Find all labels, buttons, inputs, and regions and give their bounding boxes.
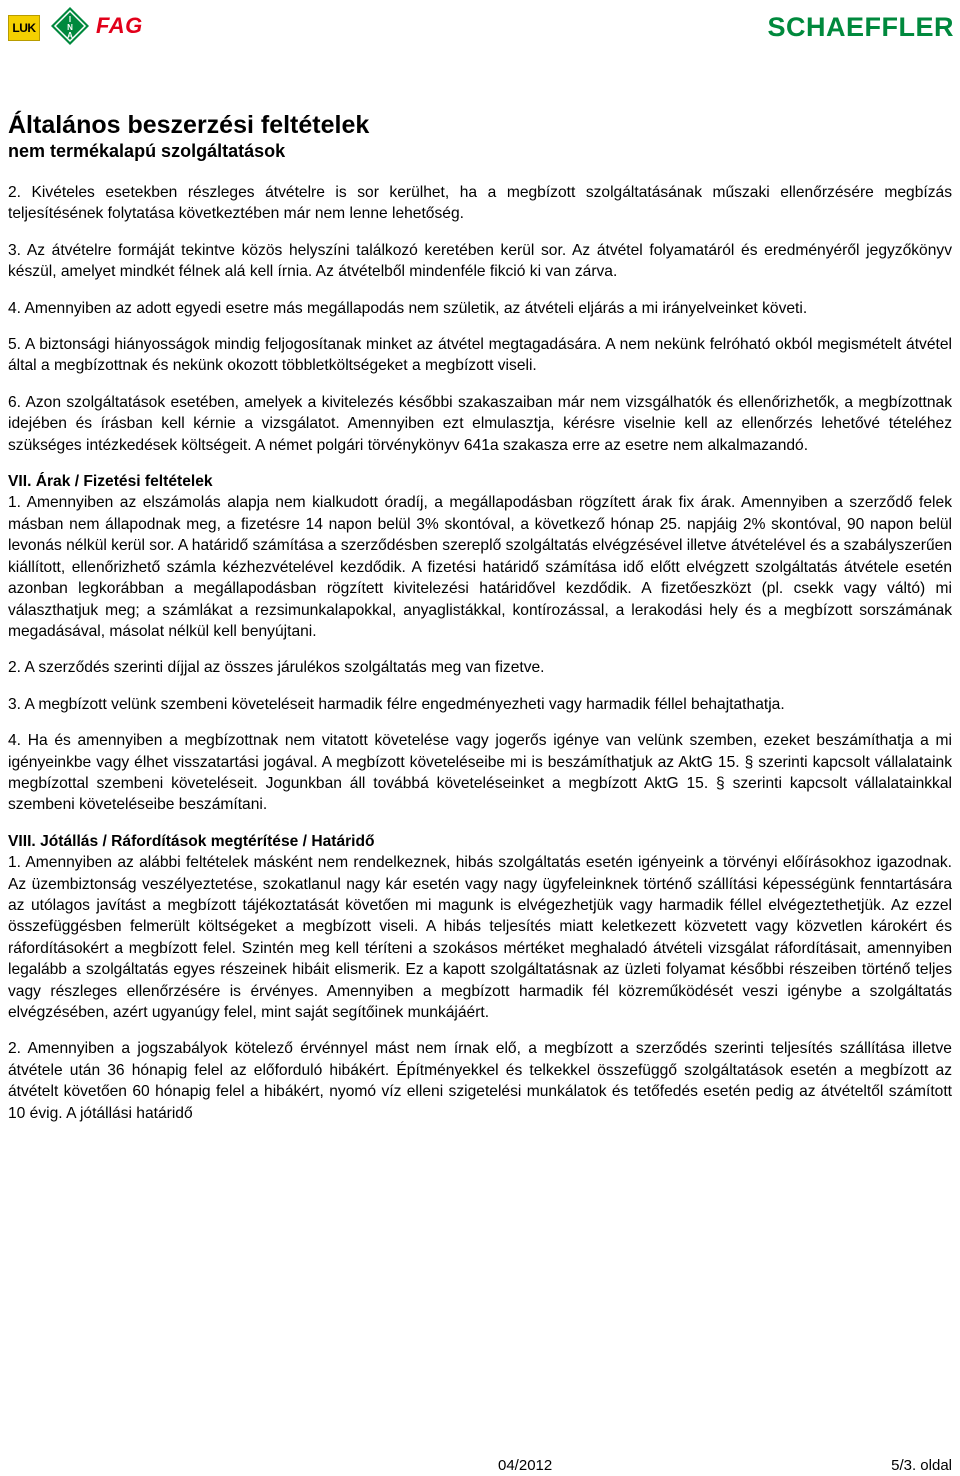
fag-logo: FAG (96, 13, 143, 38)
page-title: Általános beszerzési feltételek (8, 111, 370, 139)
paragraph-4: 4. Amennyiben az adott egyedi esetre más megállapodás nem születik, az átvételi eljárás a mi irányelveinket követi. (8, 299, 808, 317)
page-subtitle: nem termékalapú szolgáltatások (8, 141, 286, 161)
paragraph-2: 2. Kivételes esetekben részleges átvételre is sor kerülhet, ha a megbízott szolgáltatásának műszaki ellenőrzésére megbízás teljesítésének folytatása következtében már nem lenne lehetőség. (8, 184, 952, 223)
paragraph-3: 3. Az átvételre formáját tekintve közös helyszíni találkozó keretében kerül sor. Az átvétel folyamatáról és eredményéről jegyzőkönyv készül, amelyet mindkét félnek alá kell írnia. Az átvételből mindenféle fikció ki van zárva. (8, 241, 952, 281)
section-vii-paragraph-2: 2. A szerződés szerinti díjjal az összes járulékos szolgáltatás meg van fizetve. (8, 659, 545, 677)
svg-text:I: I (68, 15, 72, 24)
svg-text:A: A (67, 31, 73, 40)
luk-logo: LUK (8, 15, 40, 41)
footer-date: 04/2012 (498, 1457, 553, 1474)
paragraph-5: 5. A biztonsági hiányosságok mindig feljogosítanak minket az átvétel megtagadására. A nem nekünk felróható okból megismételt átvétel által a megbízottnak és nekünk okozott többletköltségeket a megbízott viseli. (8, 336, 952, 375)
section-vii-paragraph-1: 1. Amennyiben az elszámolás alapja nem kialkudott óradíj, a megállapodásban rögzített árak fix árak. Amennyiben a szerződő felek másban nem állapodnak meg, a fizetésre 14 napon belül 3% skontóval, a következő hónap 25. napjáig 2% skontóval, 90 napon belül levonás nélkül kerül sor. A határidő számítása a szerződésben szereplő szolgáltatás elvégzésével illetve átvételével és a szabályszerűen kiállított, ellenőrizhető számla kézhezvételével kezdődik. A fizetési határidő számítása idő előtt elvégzett szolgáltatás átvétele esetén azonban legkorábban a megállapodásban rögzített kivitelezési határidővel kezdődik. A fizetőeszközt (pl. csekk vagy váltó) mi választhatjuk meg; a számlákat a rezsimunkalapokkal, anyaglistákkal, kontírozással, a lerakodási hely és a megbízott sorszámának megadásával, másolat nélkül kell benyújtani. (8, 494, 952, 640)
svg-text:N: N (67, 23, 73, 32)
section-viii-paragraph-2: 2. Amennyiben a jogszabályok kötelező érvénnyel mást nem írnak elő, a megbízott a szerződés szerinti teljesítés szállítása illetve átvétele után 36 hónapig felel az előforduló hibákért. Építményekkel és telkekkel összefüggő szolgáltatások esetén a megbízott az átvételt követően 60 hónapig felel a hibákért, nyomó víz elleni szigetelési munkálatok és tetőfedés esetén pedig az átvételtől számított 10 évig. A jótállási határidő (8, 1040, 952, 1122)
section-vii-paragraph-4: 4. Ha és amennyiben a megbízottnak nem vitatott követelése vagy jogerős igénye van velünk szemben, ezeket beszámíthatja a mi igényeinkbe vagy élhet visszatartási jogával. A megbízott követeléseibe mi is beszámíthatjuk az AktG 15. § szerinti kapcsolt vállalataink megbízottal szembeni követeléseit. Jogunkban áll továbbá követeléseinket a megbízott AktG 15. § szerinti kapcsolt vállalatainkkal szembeni követeléseibe beszámítani. (8, 732, 952, 814)
header-logos (0, 0, 960, 60)
section-viii-title: VIII. Jótállás / Ráfordítások megtérítése / Határidő (8, 832, 375, 850)
paragraph-6: 6. Azon szolgáltatások esetében, amelyek a kivitelezés későbbi szakaszaiban már nem vizsgálhatók és ellenőrizhetők, a megbízottnak idejében és írásban kell kérnie a vizsgálatot. Amennyiben ezt elmulasztja, kérésre viselnie kell az ellenőrzés lehetővé tételéhez szükséges intézkedések költségeit. A német polgári törvénykönyv 641a szakasza erre az esetre nem alkalmazandó. (8, 393, 952, 454)
section-vii-paragraph-3: 3. A megbízott velünk szembeni követeléseit harmadik félre engedményezheti vagy harmadik féllel behajtathatja. (8, 695, 785, 713)
section-viii-paragraph-1: 1. Amennyiben az alábbi feltételek másként nem rendelkeznek, hibás szolgáltatás esetén igényeink a törvényi előírásokhoz igazodnak. Az üzembiztonság veszélyeztetése, szokatlanul nagy kár esetén vagy nagy ügyfeleinknek történő szállítási képességünk fenntartására az utólagos javítást a megbízott tájékoztatását követően mi magunk is elvégezhetjük vagy harmadik féllel elvégeztethetjük. Az ezzel összefüggésben felmerült költségeket a megbízott viseli. A hibás teljesítés miatt keletkezett közvetett vagy közvetlen károkért és ráfordításokért a megbízott felel. Szintén meg kell téríteni a szokásos mértéket meghaladó átvételi vizsgálat ráfordításait, amennyiben legalább a szolgáltatás egyes részeinek hibáit elismerik. Ez a kapott szolgáltatásnak az üzleti folyamat későbbi részeiben történő teljes vagy részleges ellenőrzésére is érvényes. Amennyiben a megbízott harmadik fél közreműködését veszi igénybe a szolgáltatás elvégzésében, azért ugyanúgy felel, mint saját segítőinek munkájáért. (8, 854, 952, 1021)
section-vii-title: VII. Árak / Fizetési feltételek (8, 473, 213, 491)
schaeffler-logo: SCHAEFFLER (767, 12, 954, 42)
document-body (8, 110, 952, 1139)
ina-logo (50, 6, 90, 46)
footer-page-number: 5/3. oldal (891, 1457, 952, 1474)
